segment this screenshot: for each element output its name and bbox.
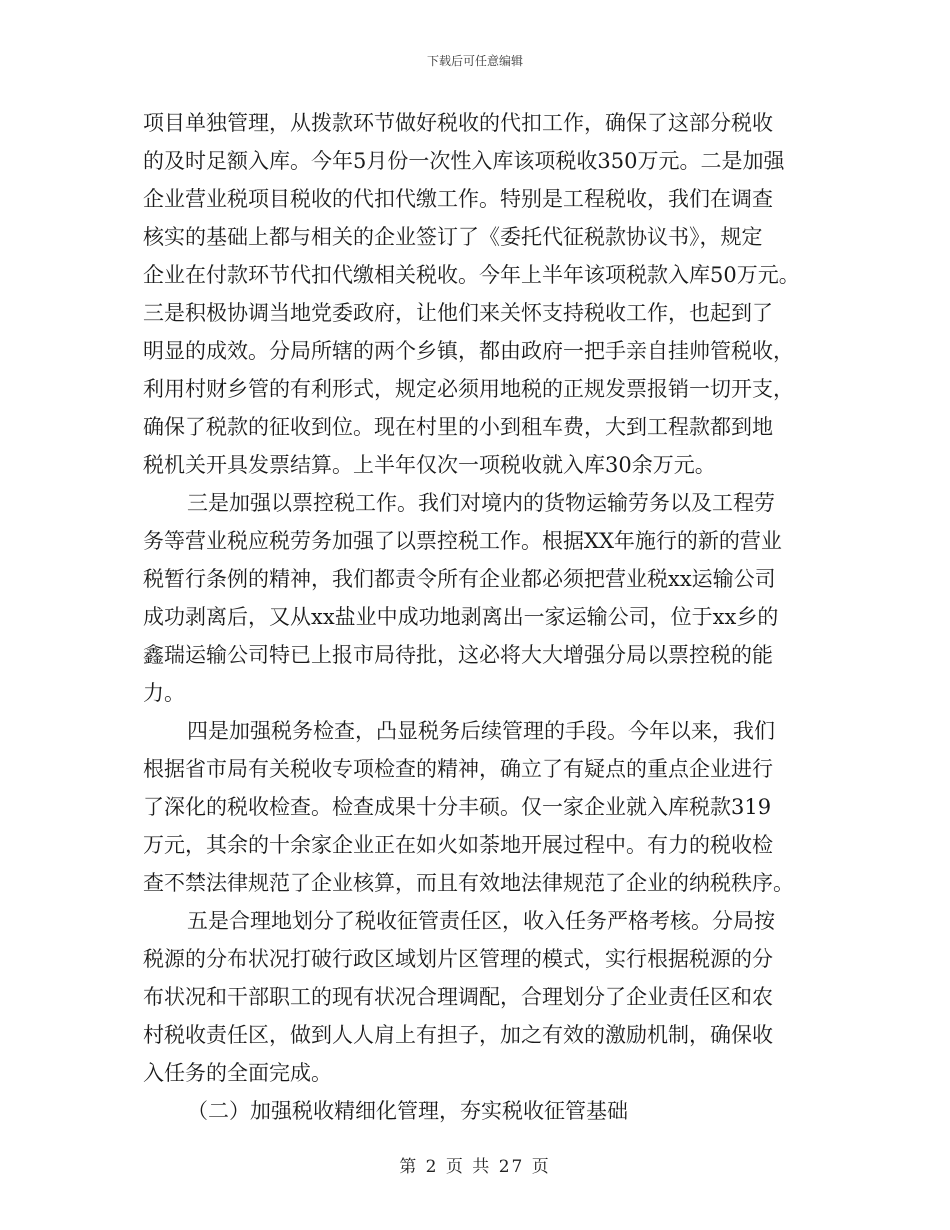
text-line: 利用村财乡管的有利形式，规定必须用地税的正规发票报销一切开支， <box>143 377 794 401</box>
text-line: 村税收责任区，做到人人肩上有担子，加之有效的激励机制，确保收 <box>143 1023 773 1047</box>
document-body <box>143 104 811 1130</box>
text-line: 项目单独管理，从拨款环节做好税收的代扣工作，确保了这部分税收 <box>143 111 773 135</box>
section-heading: （二）加强税收精细化管理，夯实税收征管基础 <box>187 1099 628 1123</box>
text-line: 企业营业税项目税收的代扣代缴工作。特别是工程税收，我们在调查 <box>143 187 773 211</box>
text-line: 布状况和干部职工的现有状况合理调配，合理划分了企业责任区和农 <box>143 985 773 1009</box>
text-line: 税暂行条例的精神，我们都责令所有企业都必须把营业税xx运输公司 <box>143 567 776 591</box>
text-line: 入任务的全面完成。 <box>143 1061 332 1085</box>
text-line: 查不禁法律规范了企业核算，而且有效地法律规范了企业的纳税秩序。 <box>143 871 794 895</box>
text-line: 鑫瑞运输公司特已上报市局待批，这必将大大增强分局以票控税的能 <box>143 643 773 667</box>
text-line: 明显的成效。分局所辖的两个乡镇，都由政府一把手亲自挂帅管税收， <box>143 339 794 363</box>
text-line: 三是加强以票控税工作。我们对境内的货物运输劳务以及工程劳 <box>187 491 775 515</box>
page-header: 下载后可任意编辑 <box>426 54 523 68</box>
text-line: 税源的分布状况打破行政区域划片区管理的模式，实行根据税源的分 <box>143 947 773 971</box>
paragraph <box>143 484 811 712</box>
text-line: 四是加强税务检查，凸显税务后续管理的手段。今年以来，我们 <box>187 719 775 743</box>
text-line: 了深化的税收检查。检查成果十分丰硕。仅一家企业就入库税款319 <box>143 795 772 819</box>
text-line: 税机关开具发票结算。上半年仅次一项税收就入库30余万元。 <box>143 453 716 477</box>
text-line: 五是合理地划分了税收征管责任区，收入任务严格考核。分局按 <box>187 909 775 933</box>
page-number: 第 2 页 共 27 页 <box>399 1157 551 1177</box>
paragraph <box>143 712 811 902</box>
text-line: 力。 <box>143 681 185 705</box>
text-line: 核实的基础上都与相关的企业签订了《委托代征税款协议书》，规定 <box>143 225 763 249</box>
text-line: 务等营业税应税劳务加强了以票控税工作。根据XX年施行的新的营业 <box>143 529 782 553</box>
text-line: 根据省市局有关税收专项检查的精神，确立了有疑点的重点企业进行 <box>143 757 773 781</box>
text-line: 万元，其余的十余家企业正在如火如荼地开展过程中。有力的税收检 <box>143 833 773 857</box>
text-line: 企业在付款环节代扣代缴相关税收。今年上半年该项税款入库50万元。 <box>143 263 800 287</box>
paragraph <box>143 1092 811 1130</box>
text-line: 确保了税款的征收到位。现在村里的小到租车费，大到工程款都到地 <box>143 415 773 439</box>
text-line: 成功剥离后，又从xx盐业中成功地剥离出一家运输公司，位于xx乡的 <box>143 605 779 629</box>
text-line: 的及时足额入库。今年5月份一次性入库该项税收350万元。二是加强 <box>143 149 785 173</box>
paragraph <box>143 902 811 1092</box>
text-line: 三是积极协调当地党委政府，让他们来关怀支持税收工作，也起到了 <box>143 301 773 325</box>
paragraph <box>143 104 811 484</box>
